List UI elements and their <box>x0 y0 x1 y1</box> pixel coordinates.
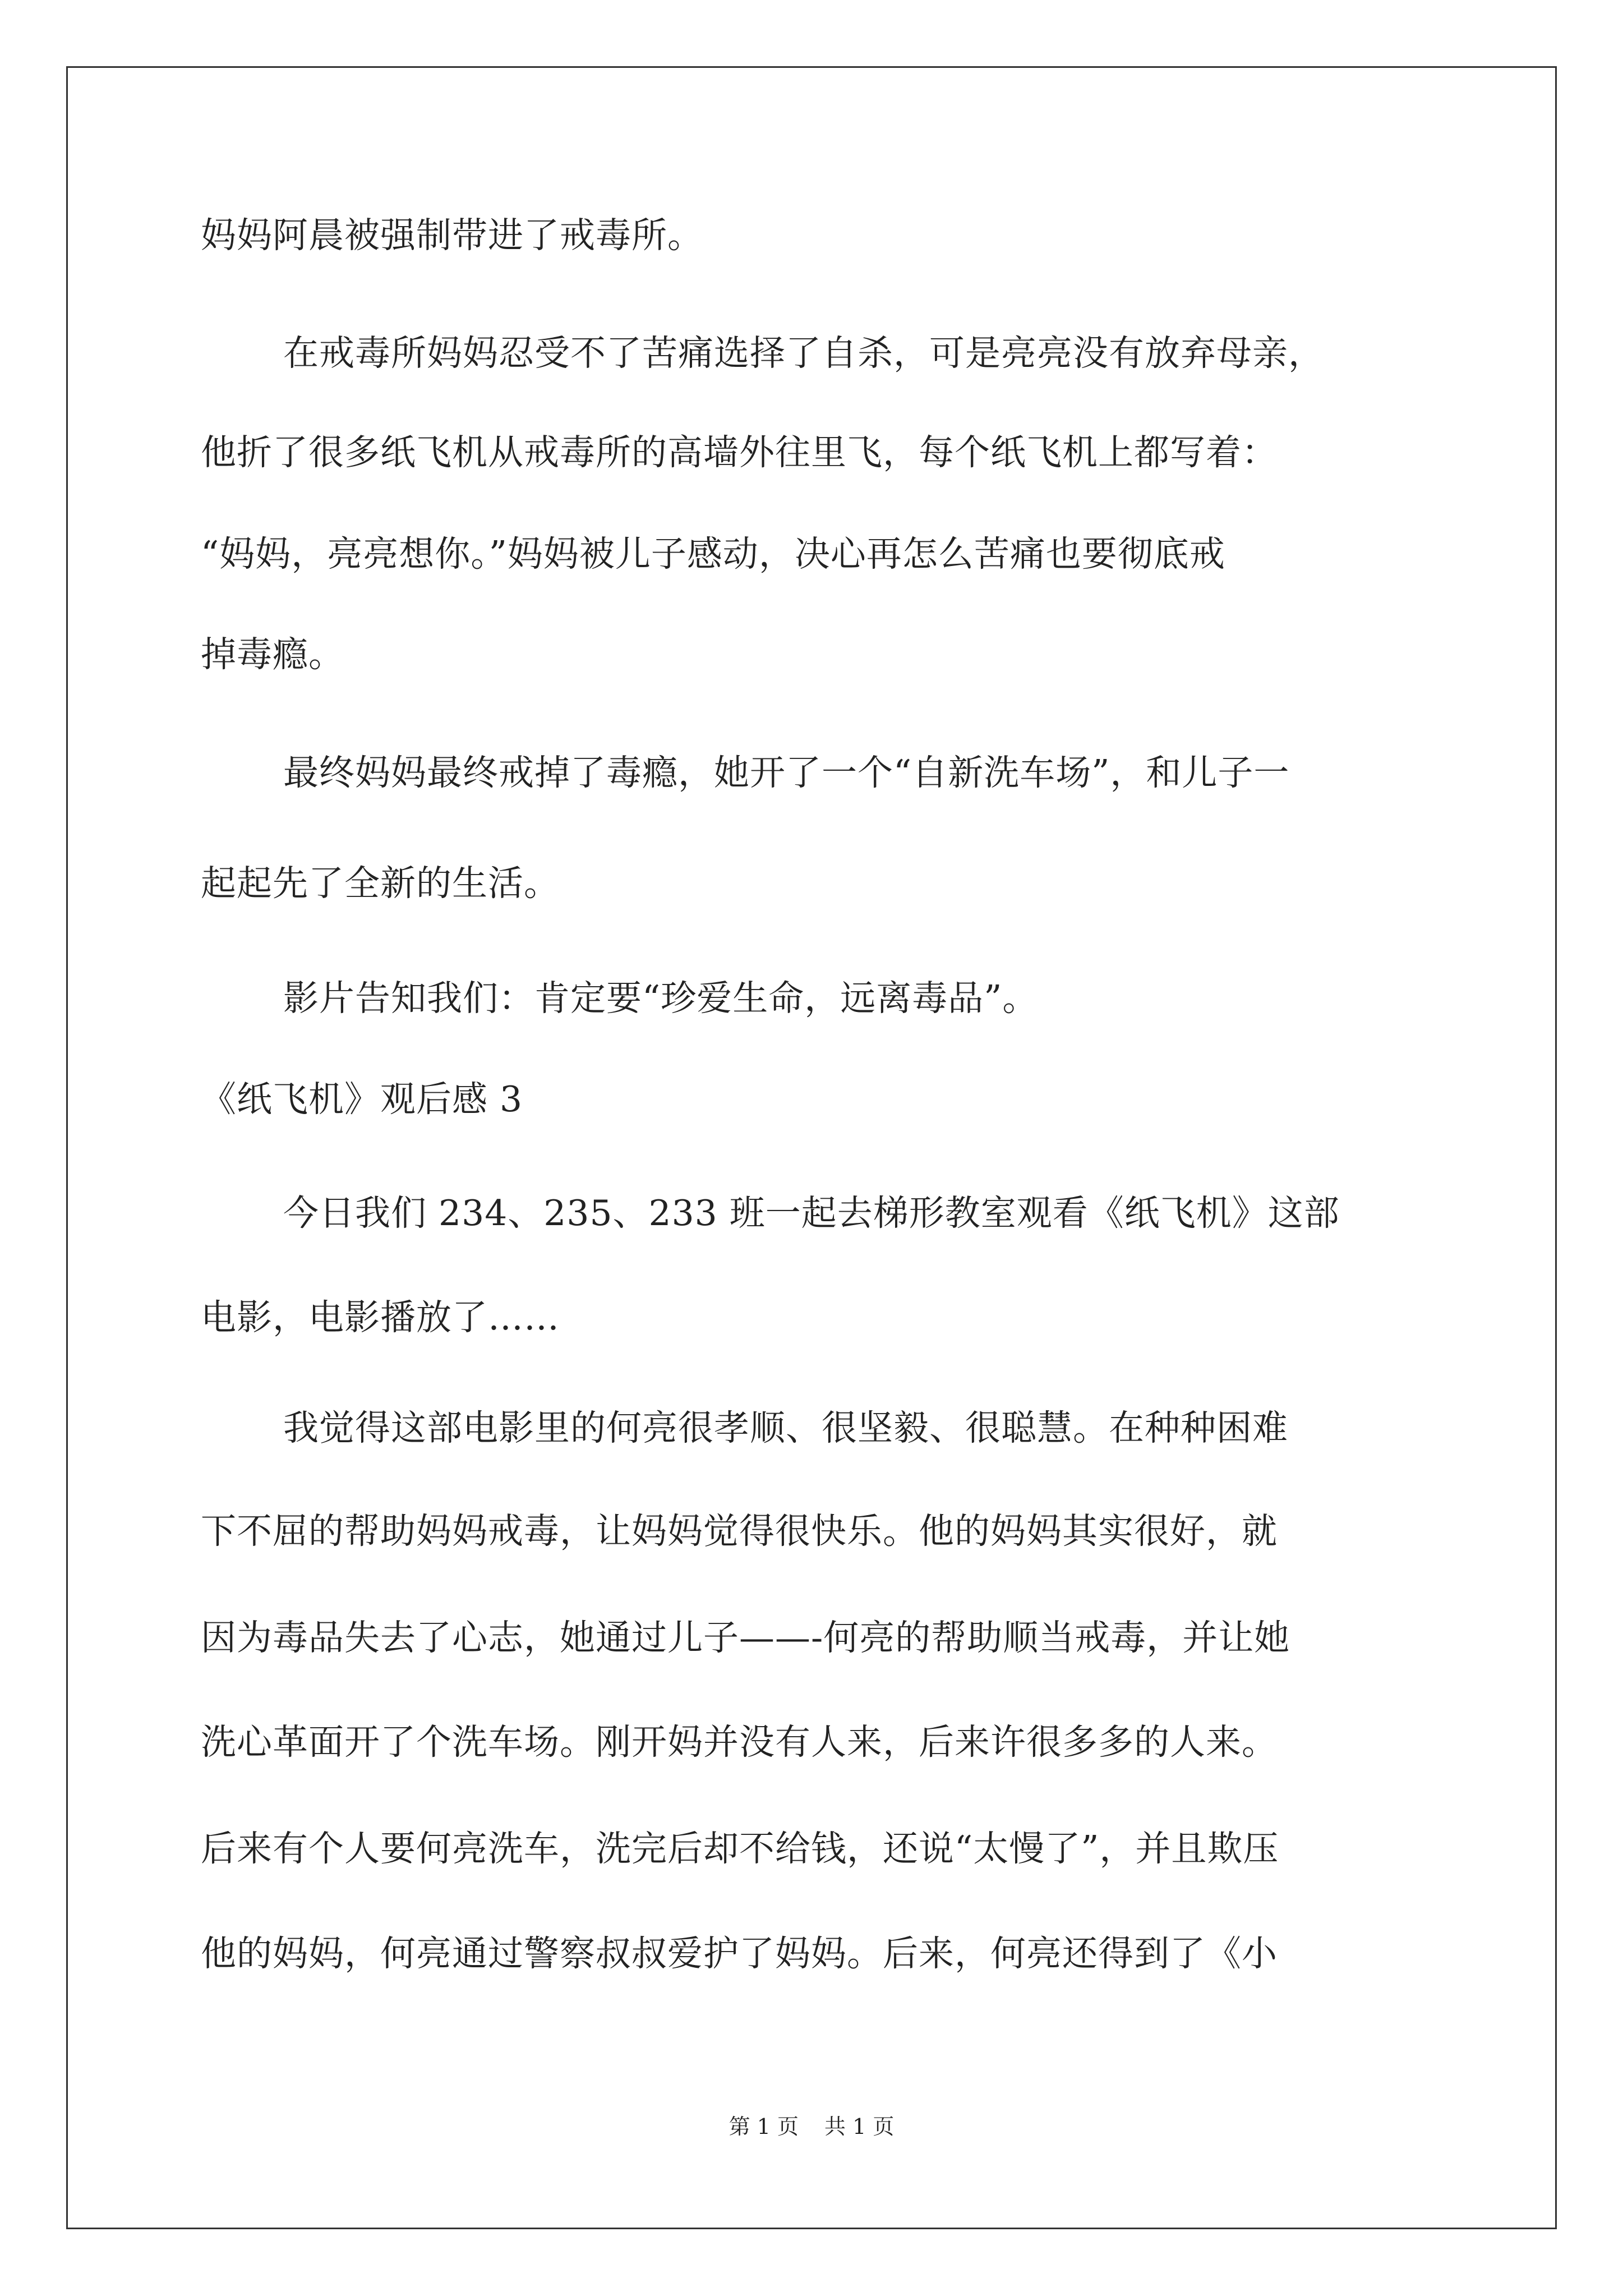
paragraph-line: 我觉得这部电影里的何亮很孝顺、很坚毅、很聪慧。在种种困难 <box>283 1407 1288 1448</box>
page-footer <box>0 2113 1623 2141</box>
text-line: 他的妈妈，何亮通过警察叔叔爱护了妈妈。后来，何亮还得到了《小 <box>201 1933 1278 1974</box>
text-line: “妈妈，亮亮想你。”妈妈被儿子感动，决心再怎么苦痛也要彻底戒 <box>201 533 1225 574</box>
paragraph-line: 影片告知我们：肯定要“珍爱生命，远离毒品”。 <box>283 978 1039 1019</box>
text-line: 下不屈的帮助妈妈戒毒，让妈妈觉得很快乐。他的妈妈其实很好，就 <box>201 1511 1278 1552</box>
page-border <box>66 66 1557 2229</box>
page-number: 第 1 页 <box>728 2114 799 2139</box>
section-heading: 《纸飞机》观后感 3 <box>201 1079 523 1120</box>
paragraph-line: 最终妈妈最终戒掉了毒瘾，她开了一个“自新洗车场”，和儿子一 <box>283 752 1290 793</box>
text-line: 洗心革面开了个洗车场。刚开妈并没有人来，后来许很多多的人来。 <box>201 1722 1278 1763</box>
text-line: 妈妈阿晨被强制带进了戒毒所。 <box>201 215 703 256</box>
page-total: 共 1 页 <box>824 2114 895 2139</box>
text-line: 掉毒瘾。 <box>201 634 344 675</box>
text-line: 因为毒品失去了心志，她通过儿子——-何亮的帮助顺当戒毒，并让她 <box>201 1617 1290 1658</box>
paragraph-line: 今日我们 234、235、233 班一起去梯形教室观看《纸飞机》这部 <box>283 1193 1340 1234</box>
text-line: 后来有个人要何亮洗车，洗完后却不给钱，还说“太慢了”，并且欺压 <box>201 1828 1279 1869</box>
text-line: 电影，电影播放了…… <box>201 1297 560 1338</box>
paragraph-line: 在戒毒所妈妈忍受不了苦痛选择了自杀，可是亮亮没有放弃母亲， <box>283 333 1324 374</box>
text-line: 他折了很多纸飞机从戒毒所的高墙外往里飞，每个纸飞机上都写着： <box>201 432 1278 473</box>
text-line: 起起先了全新的生活。 <box>201 863 560 904</box>
